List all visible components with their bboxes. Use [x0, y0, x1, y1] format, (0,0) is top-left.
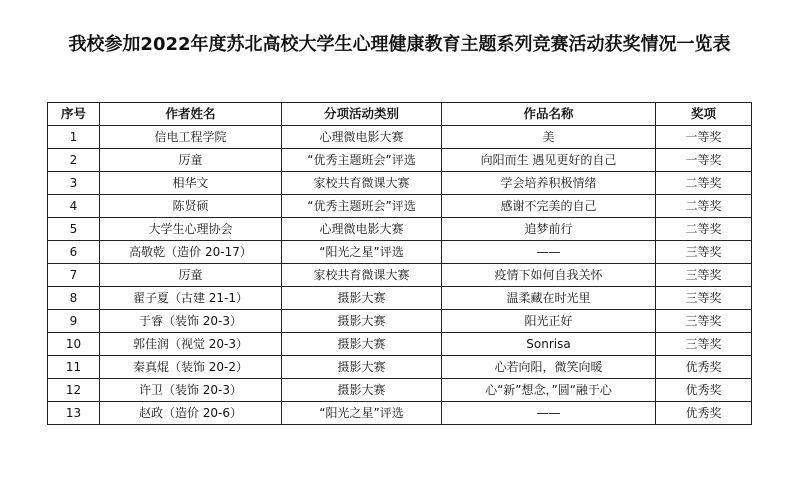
cell-no: 4	[48, 195, 100, 218]
cell-author: 陈贤硕	[100, 195, 282, 218]
cell-no: 7	[48, 264, 100, 287]
cell-prize: 一等奖	[656, 149, 752, 172]
header-no: 序号	[48, 103, 100, 126]
cell-no: 10	[48, 333, 100, 356]
cell-no: 11	[48, 356, 100, 379]
cell-category: 心理微电影大赛	[282, 218, 442, 241]
cell-work: 心若向阳，微笑向暖	[442, 356, 656, 379]
cell-work: 向阳而生 遇见更好的自己	[442, 149, 656, 172]
table-row	[48, 402, 752, 425]
table-row	[48, 241, 752, 264]
header-prize: 奖项	[656, 103, 752, 126]
cell-work: 追梦前行	[442, 218, 656, 241]
cell-author: 翟子夏（古建 21-1）	[100, 287, 282, 310]
cell-author: 赵政（造价 20-6）	[100, 402, 282, 425]
table-row	[48, 126, 752, 149]
cell-prize: 优秀奖	[656, 402, 752, 425]
cell-category: 摄影大赛	[282, 310, 442, 333]
cell-work: 疫情下如何自我关怀	[442, 264, 656, 287]
table-row	[48, 333, 752, 356]
cell-no: 1	[48, 126, 100, 149]
header-category: 分项活动类别	[282, 103, 442, 126]
cell-category: 心理微电影大赛	[282, 126, 442, 149]
table-header-row	[48, 103, 752, 126]
cell-author: 大学生心理协会	[100, 218, 282, 241]
table-row	[48, 264, 752, 287]
awards-table	[47, 102, 752, 425]
table-row	[48, 379, 752, 402]
cell-no: 6	[48, 241, 100, 264]
cell-author: 郭佳润（视觉 20-3）	[100, 333, 282, 356]
cell-author: 高敬乾（造价 20-17）	[100, 241, 282, 264]
cell-work: 学会培养积极情绪	[442, 172, 656, 195]
cell-work: 阳光正好	[442, 310, 656, 333]
cell-work: 感谢不完美的自己	[442, 195, 656, 218]
cell-prize: 三等奖	[656, 310, 752, 333]
header-work: 作品名称	[442, 103, 656, 126]
cell-prize: 二等奖	[656, 195, 752, 218]
cell-no: 8	[48, 287, 100, 310]
cell-author: 相华文	[100, 172, 282, 195]
cell-work: 美	[442, 126, 656, 149]
cell-work: 心“新”想念，”圆“融于心	[442, 379, 656, 402]
cell-author: 于睿（装饰 20-3）	[100, 310, 282, 333]
cell-work: ——	[442, 402, 656, 425]
document-title: 我校参加2022年度苏北高校大学生心理健康教育主题系列竞赛活动获奖情况一览表	[68, 34, 731, 55]
cell-category: 家校共育微课大赛	[282, 264, 442, 287]
cell-prize: 三等奖	[656, 333, 752, 356]
cell-author: 许卫（装饰 20-3）	[100, 379, 282, 402]
cell-category: 摄影大赛	[282, 287, 442, 310]
cell-prize: 优秀奖	[656, 379, 752, 402]
table-row	[48, 195, 752, 218]
cell-category: 家校共育微课大赛	[282, 172, 442, 195]
cell-author: 秦真焜（装饰 20-2）	[100, 356, 282, 379]
cell-author: 信电工程学院	[100, 126, 282, 149]
table-row	[48, 356, 752, 379]
cell-no: 13	[48, 402, 100, 425]
cell-prize: 优秀奖	[656, 356, 752, 379]
cell-work: Sonrisa	[442, 333, 656, 356]
cell-category: “阳光之星”评选	[282, 241, 442, 264]
cell-prize: 二等奖	[656, 218, 752, 241]
cell-no: 12	[48, 379, 100, 402]
cell-category: “优秀主题班会”评选	[282, 149, 442, 172]
cell-category: 摄影大赛	[282, 333, 442, 356]
table-row	[48, 172, 752, 195]
cell-author: 厉童	[100, 149, 282, 172]
cell-prize: 二等奖	[656, 172, 752, 195]
cell-no: 3	[48, 172, 100, 195]
cell-prize: 三等奖	[656, 287, 752, 310]
cell-category: “阳光之星”评选	[282, 402, 442, 425]
cell-prize: 一等奖	[656, 126, 752, 149]
cell-author: 厉童	[100, 264, 282, 287]
cell-category: 摄影大赛	[282, 356, 442, 379]
cell-work: 温柔藏在时光里	[442, 287, 656, 310]
table-row	[48, 287, 752, 310]
cell-work: ——	[442, 241, 656, 264]
table-row	[48, 218, 752, 241]
table-row	[48, 310, 752, 333]
cell-category: 摄影大赛	[282, 379, 442, 402]
table-row	[48, 149, 752, 172]
cell-no: 5	[48, 218, 100, 241]
cell-prize: 三等奖	[656, 264, 752, 287]
cell-no: 9	[48, 310, 100, 333]
cell-category: “优秀主题班会”评选	[282, 195, 442, 218]
cell-prize: 三等奖	[656, 241, 752, 264]
header-author: 作者姓名	[100, 103, 282, 126]
cell-no: 2	[48, 149, 100, 172]
